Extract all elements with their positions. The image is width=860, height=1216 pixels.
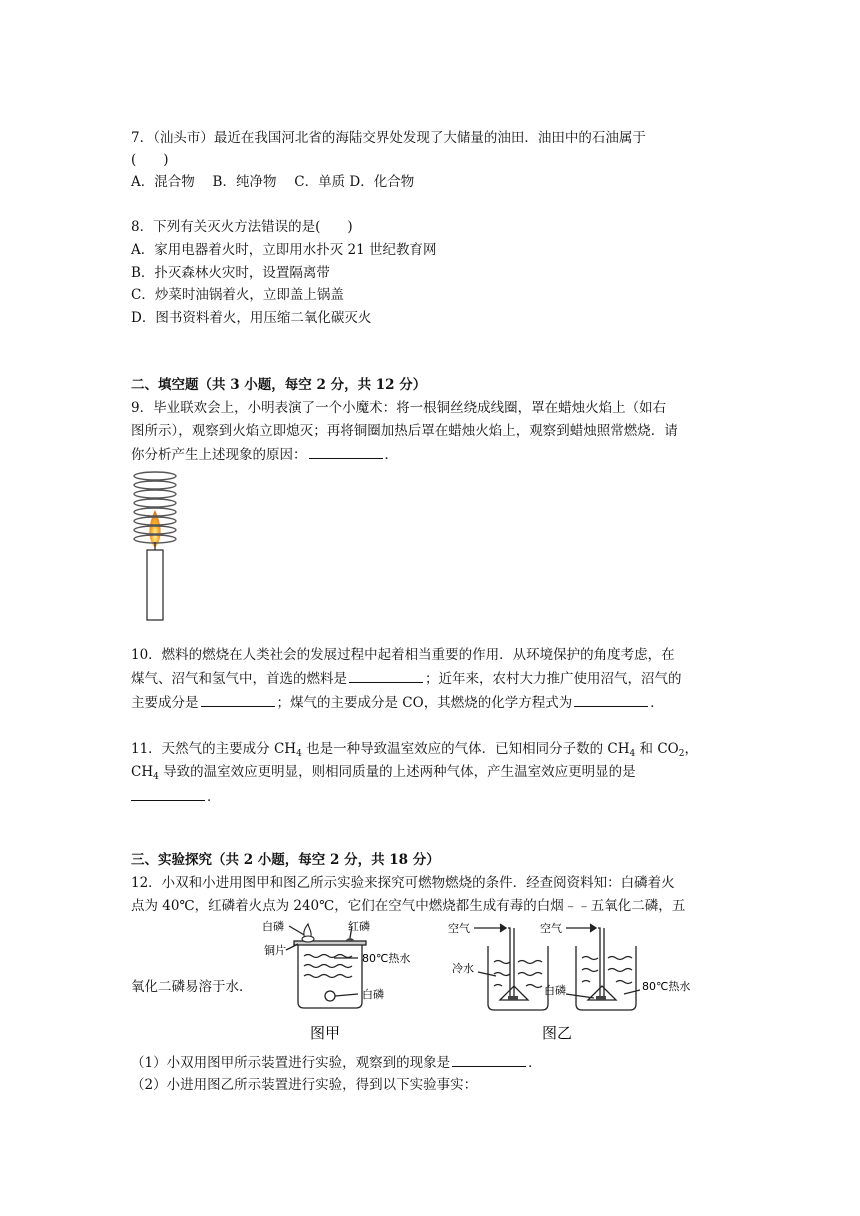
candle-coil-figure — [128, 470, 188, 622]
q7-line1: 7．（汕头市）最近在我国河北省的海陆交界处发现了大储量的油田．油田中的石油属于 — [131, 130, 646, 146]
q12-line1: 12．小双和小进用图甲和图乙所示实验来探究可燃物燃烧的条件．经查阅资料知：白磷着火 — [131, 875, 675, 891]
answer-blank[interactable] — [201, 691, 275, 707]
subscript: 4 — [629, 749, 636, 759]
q10-line3-text-b: ；煤气的主要成分是 CO，其燃烧的化学方程式为 — [276, 695, 573, 711]
q11-text-e: CH — [131, 764, 154, 780]
fig-yi-cold-water-label: 冷水 — [452, 962, 474, 975]
section2-heading: 二、填空题（共 3 小题，每空 2 分，共 12 分） — [131, 377, 427, 393]
q9-line3 — [131, 443, 398, 466]
figure-yi — [448, 918, 708, 1046]
q10-line2 — [131, 667, 682, 690]
q11-line2 — [131, 761, 636, 783]
answer-blank[interactable] — [131, 785, 205, 801]
q7-options: A．混合物 B．纯净物 C．单质 D．化合物 — [131, 174, 415, 190]
q9-line1: 9．毕业联欢会上，小明表演了一个小魔术：将一根铜丝绕成线圈，罩在蜡烛火焰上（如右 — [131, 400, 667, 416]
q9-line3-end: ． — [384, 447, 398, 463]
answer-blank[interactable] — [349, 667, 423, 683]
candle-icon — [147, 550, 163, 620]
subscript: 4 — [153, 772, 159, 782]
fig-jia-white-p-label: 白磷 — [262, 920, 284, 933]
fig-yi-air-label-1: 空气 — [448, 922, 470, 935]
fig-yi-hot-water-label: 80℃热水 — [642, 980, 691, 993]
white-phosphorus-icon — [508, 996, 518, 1000]
q12-sub1 — [131, 1051, 542, 1074]
q7-line2: ( ) — [131, 152, 169, 168]
q12-sub2: （2）小进用图乙所示装置进行实验，得到以下实验事实： — [131, 1077, 478, 1093]
figure-jia — [262, 918, 432, 1046]
q12-sub1-end: ． — [528, 1055, 542, 1071]
q11-line3 — [131, 785, 221, 808]
q9-line2: 图所示），观察到火焰立即熄灭；再将铜圈加热后罩在蜡烛火焰上，观察到蜡烛照常燃烧．请 — [131, 423, 678, 439]
q11-line3-end: ． — [207, 789, 221, 805]
answer-blank[interactable] — [574, 691, 648, 707]
answer-blank[interactable] — [452, 1051, 526, 1067]
q9-line3-text: 你分析产生上述现象的原因： — [131, 447, 307, 463]
subscript: 4 — [296, 749, 302, 759]
q11-text-a: 11．天然气的主要成分 CH — [131, 741, 297, 757]
fig-yi-caption: 图乙 — [542, 1024, 573, 1042]
q12-line3: 氧化二磷易溶于水． — [131, 979, 253, 995]
q8-option-a: A．家用电器着火时，立即用水扑灭 21 世纪教育网 — [131, 242, 437, 258]
q8-stem: 8．下列有关灭火方法错误的是( ) — [131, 219, 353, 235]
q10-line2-text-b: ；近年来，农村大力推广使用沼气，沼气的 — [425, 671, 682, 687]
q10-line3-text-a: 主要成分是 — [131, 695, 199, 711]
subscript: 2 — [678, 749, 685, 759]
fig-jia-caption: 图甲 — [310, 1024, 341, 1042]
answer-blank[interactable] — [309, 443, 383, 459]
fig-jia-red-p-label: 红磷 — [348, 920, 370, 933]
q11-line1 — [131, 738, 698, 760]
q8-option-c: C．炒菜时油锅着火，立即盖上锅盖 — [131, 287, 344, 303]
red-phosphorus-icon — [345, 938, 355, 941]
q10-line1: 10．燃料的燃烧在人类社会的发展过程中起着相当重要的作用．从环境保护的角度考虑，在 — [131, 647, 675, 663]
fig-yi-air-label-2: 空气 — [540, 922, 562, 935]
q10-line3 — [131, 691, 664, 714]
q12-sub1-text: （1）小双用图甲所示装置进行实验，观察到的现象是 — [131, 1055, 451, 1071]
q10-line3-end: ． — [650, 695, 664, 711]
q11-text-c: 和 CO — [635, 741, 679, 757]
q11-text-d: ， — [684, 741, 698, 757]
q12-line2: 点为 40℃，红磷着火点为 240℃，它们在空气中燃烧都生成有毒的白烟﹣﹣五氧化二磷，五 — [131, 898, 686, 914]
white-phosphorus-icon — [325, 991, 335, 1001]
q8-option-b: B．扑灭森林火灾时，设置隔离带 — [131, 265, 330, 281]
q10-line2-text-a: 煤气、沼气和氢气中，首选的燃料是 — [131, 671, 347, 687]
fig-jia-white-p2-label: 白磷 — [362, 988, 384, 1001]
q11-text-b: 也是一种导致温室效应的气体．已知相同分子数的 CH — [301, 741, 630, 757]
q11-text-f: 导致的温室效应更明显，则相同质量的上述两种气体，产生温室效应更明显的是 — [158, 764, 636, 780]
section3-heading: 三、实验探究（共 2 小题，每空 2 分，共 18 分） — [131, 852, 440, 868]
fig-yi-white-p-label: 白磷 — [544, 984, 566, 997]
white-phosphorus-icon — [596, 996, 606, 1000]
fig-jia-hot-water-label: 80℃热水 — [362, 952, 411, 965]
fig-jia-copper-label: 铜片 — [264, 944, 286, 957]
q8-option-d: D．图书资料着火，用压缩二氧化碳灭火 — [131, 310, 372, 326]
